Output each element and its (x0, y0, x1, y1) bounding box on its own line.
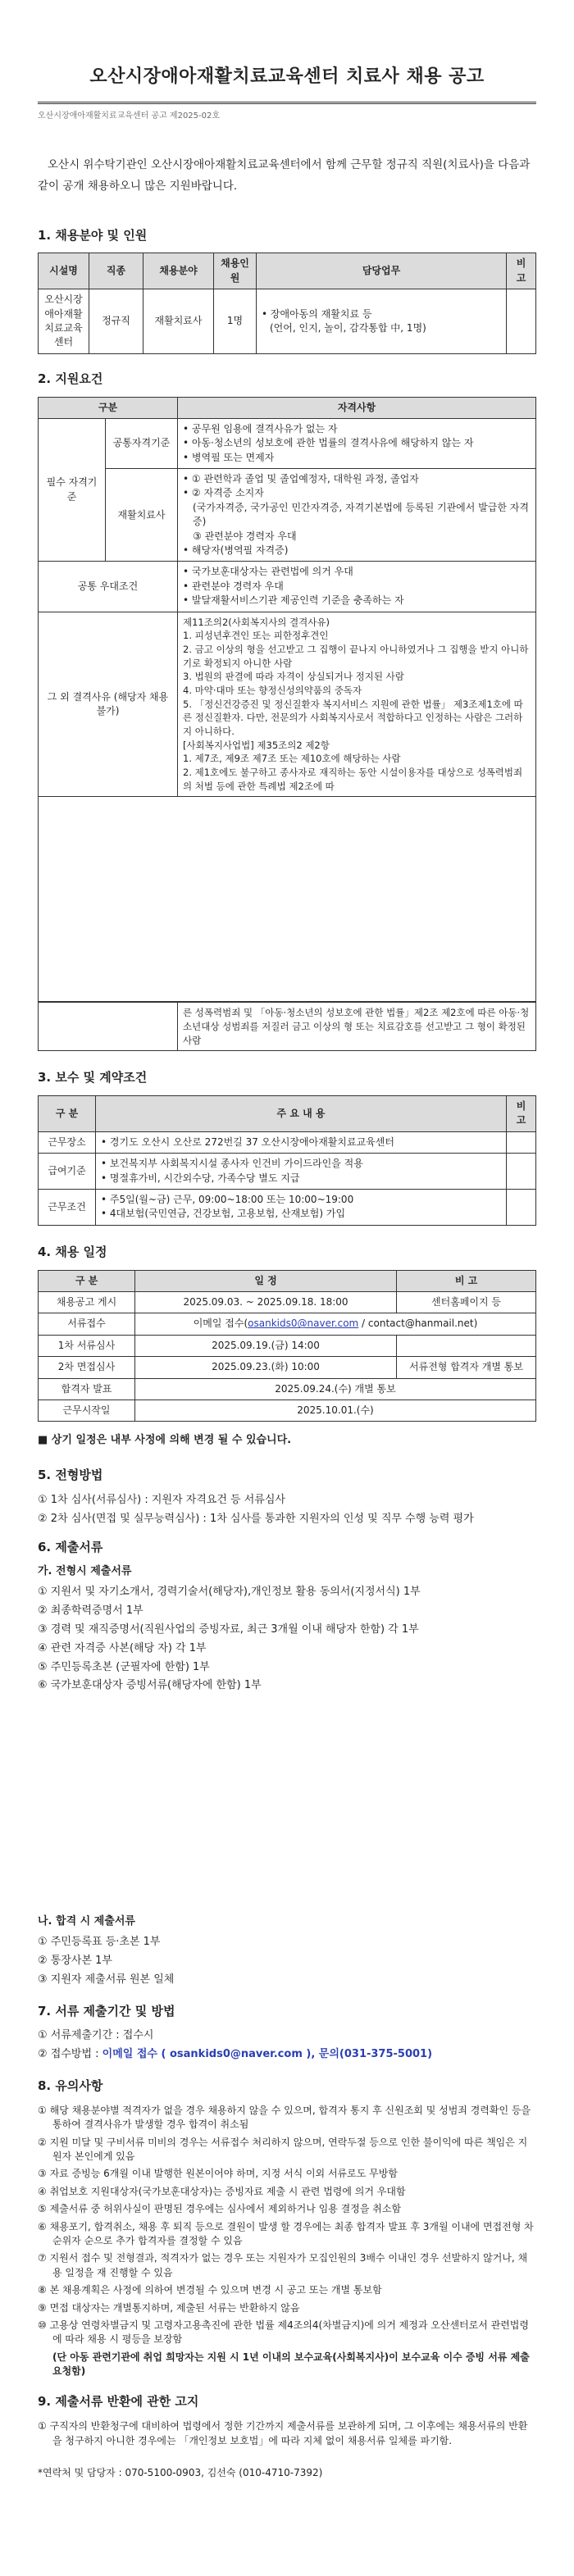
recruit-header: 시설명 (39, 253, 89, 289)
disq-item: 1. 피성년후견인 또는 피한정후견인 (183, 630, 329, 642)
page-break-space (38, 797, 536, 1002)
disq-item: 5. 「정신건강증진 및 정신질환자 복지서비스 지원에 관한 법률」 제3조제1호에 따른 정신질환자. 다만, 전문의가 사회복지사로서 적합하다고 인정하는 사람은 그러하지 아니하다. (183, 698, 523, 737)
selection-list (38, 1493, 536, 1527)
common-item: • 병역필 또는 면제자 (183, 451, 275, 463)
disq-item: 3. 법원의 판결에 따라 자격이 상실되거나 정지된 사람 (183, 671, 404, 683)
caution-item: ② 지원 미달 및 구비서류 미비의 경우는 서류접수 처리하지 않으며, 연락두절 등으로 인한 불이익에 따른 책임은 지원자 본인에게 있음 (38, 2136, 528, 2162)
disq-item: 1. 제7조, 제9조 제7조 또는 제10호에 해당하는 사람 (183, 753, 401, 765)
disq-item: 제11조의2(사회복지사의 결격사유) (183, 616, 330, 628)
doc-item: ① 지원서 및 자기소개서, 경력기술서(해당자),개인정보 활용 동의서(지정서식) 1부 (38, 1586, 421, 1599)
schedule-note: 서류전형 합격자 개별 통보 (397, 1357, 536, 1378)
schedule-header: 비 고 (397, 1270, 536, 1291)
req-header: 자격사항 (178, 397, 536, 418)
caution-item: ⑧ 본 채용계획은 사정에 의하여 변경될 수 있으며 변경 시 공고 또는 개별 통보함 (38, 2284, 382, 2296)
pref-item: • 발달재활서비스기관 제공인력 기준을 충족하는 자 (183, 594, 404, 607)
docs-sub-b: 나. 합격 시 제출서류 (38, 1915, 135, 1928)
doc-item: ③ 지원자 제출서류 원본 일체 (38, 1973, 175, 1986)
duty-line: (언어, 인지, 놀이, 감각통합 中, 1명) (270, 321, 426, 334)
doc-item: ⑤ 주민등록초본 (군필자에 한함) 1부 (38, 1660, 210, 1673)
schedule-table (38, 1270, 536, 1422)
recruit-table (38, 253, 536, 353)
schedule-label: 1차 서류심사 (39, 1335, 135, 1356)
caution-item: ⑦ 지원서 접수 및 전형결과, 적격자가 없는 경우 또는 지원자가 모집인원의 3배수 이내인 경우 선발하지 않거나, 채용 일정을 재 진행할 수 있음 (38, 2252, 528, 2278)
doc-item: ⑥ 국가보훈대상자 증빙서류(해당자에 한함) 1부 (38, 1679, 262, 1692)
pay-note (507, 1154, 536, 1190)
schedule-date: 2025.09.03. ~ 2025.09.18. 18:00 (135, 1291, 397, 1313)
disq-item: 2. 제1호에도 불구하고 종사자로 재직하는 동안 시설이용자를 대상으로 성폭력범죄의 처벌 등에 관한 특례법 제2조에 따 (183, 766, 523, 792)
schedule-label: 2차 면접심사 (39, 1357, 135, 1378)
caution-item: ⑩ 고용상 연령차별금지 및 고령자고용촉진에 관한 법률 제4조의4(차별금지)에 의거 제정과 오산센터로서 관련법령에 따라 채용 시 평등을 보장함 (38, 2319, 529, 2346)
pay-header: 구 분 (39, 1096, 96, 1132)
submit-item: ① 서류제출기간 : 접수시 (38, 2029, 154, 2042)
schedule-note (397, 1335, 536, 1356)
requirements-table-continued (38, 1002, 536, 1051)
count-cell: 1명 (214, 289, 257, 354)
group-label: 필수 자격기준 (39, 418, 106, 562)
continued-label-cell (39, 1003, 178, 1051)
intro-paragraph: 오산시 위수탁기관인 오산시장애아재활치료교육센터에서 함께 근무할 정규직 직원(치료사)을 다음과 같이 공개 채용하오니 많은 지원바랍니다. (38, 158, 531, 193)
notice-number: 오산시장애아재활치료교육센터 공고 제2025-02호 (38, 111, 221, 121)
recruit-header: 비고 (507, 253, 536, 289)
pref-item: • 관련분야 경력자 우대 (183, 580, 284, 592)
pay-item: • 보건복지부 사회복지시설 종사자 인건비 가이드라인을 적용 (101, 1158, 363, 1170)
page-break-space-2 (38, 1697, 536, 1906)
pay-item: • 명절휴가비, 시간외수당, 가족수당 별도 지급 (101, 1172, 300, 1184)
pref-label: 공통 우대조건 (39, 562, 178, 612)
pay-row-label: 급여기준 (39, 1154, 96, 1190)
return-notice (38, 2419, 536, 2448)
schedule-date: 2025.10.01.(수) (135, 1400, 536, 1421)
pay-header: 비고 (507, 1096, 536, 1132)
recruit-header: 채용인원 (214, 253, 257, 289)
common-item: • 공무원 임용에 결격사유가 없는 자 (183, 422, 338, 435)
submit-item: ② 접수방법 : 이메일 접수 ( osankids0@naver.com ), 문의(031-375-5001) (38, 2048, 433, 2061)
docs-sub-a: 가. 전형시 제출서류 (38, 1565, 132, 1578)
pay-note (507, 1190, 536, 1226)
pay-item: • 4대보험(국민연금, 건강보험, 고용보험, 산재보험) 가입 (101, 1208, 346, 1220)
caution-item: ① 해당 채용분야별 적격자가 없을 경우 채용하지 않을 수 있으며, 합격자 통지 후 신원조회 및 성범죄 경력확인 등을 통하여 결격사유가 발생할 경우 합격이 취소됨 (38, 2104, 531, 2131)
doc-item: ② 통장사본 1부 (38, 1954, 112, 1967)
section1-title: 1. 채용분야 및 인원 (38, 227, 148, 243)
disq-label: 그 외 결격사유 (해당자 채용불가) (39, 612, 178, 797)
recruit-header: 채용분야 (144, 253, 214, 289)
note-cell (507, 289, 536, 354)
disq-item: 4. 마약·대마 또는 향정신성의약품의 중독자 (183, 684, 362, 696)
disq-item: 2. 금고 이상의 형을 선고받고 그 집행이 끝나지 아니하였거나 그 집행을 받지 아니하기로 확정되지 아니한 사람 (183, 643, 529, 669)
pay-header: 주 요 내 용 (96, 1096, 507, 1132)
selection-item: ② 2차 심사(면접 및 실무능력심사) : 1차 심사를 통과한 지원자의 인성 및 직무 수행 능력 평가 (38, 1512, 474, 1525)
pay-row-items (96, 1154, 507, 1190)
section4-title: 4. 채용 일정 (38, 1244, 107, 1259)
pay-item: • 경기도 오산시 오산로 272번길 37 오산시장애아재활치료교육센터 (101, 1136, 394, 1148)
page-title: 오산시장애아재활치료교육센터 치료사 채용 공고 (89, 66, 485, 87)
field-cell: 재활치료사 (144, 289, 214, 354)
selection-item: ① 1차 심사(서류심사) : 지원자 자격요건 등 서류심사 (38, 1493, 285, 1506)
caution-item: ③ 자료 증빙능 6개월 이내 발행한 원본이어야 하며, 지정 서식 이외 서류로도 무방함 (38, 2168, 398, 2180)
doc-item: ② 최종학력증명서 1부 (38, 1604, 144, 1618)
pref-item: • 국가보훈대상자는 관련법에 의거 우대 (183, 566, 353, 578)
pay-row-items (96, 1131, 507, 1153)
pay-row-label: 근무조건 (39, 1190, 96, 1226)
schedule-note: 센터홈페이지 등 (397, 1291, 536, 1313)
pay-table (38, 1095, 536, 1226)
section2-title: 2. 지원요건 (38, 371, 103, 386)
pay-item: • 주5일(월~금) 근무, 09:00~18:00 또는 10:00~19:00 (101, 1194, 354, 1206)
doc-item: ① 주민등록표 등·초본 1부 (38, 1936, 161, 1949)
disq-continued: 른 성폭력범죄 및 「아동·청소년의 성보호에 관한 법률」제2조 제2호에 따른 아동·청소년대상 성범죄를 저질러 금고 이상의 형 또는 치료감호를 선고받고 그 형이 확정된 사람 (178, 1003, 536, 1051)
schedule-label: 근무시작일 (39, 1400, 135, 1421)
pay-row-label: 근무장소 (39, 1131, 96, 1153)
pref-items (178, 562, 536, 612)
pay-note (507, 1131, 536, 1153)
schedule-label: 합격자 발표 (39, 1378, 135, 1400)
docs-list-a (38, 1585, 536, 1694)
title-divider (38, 102, 536, 104)
facility-cell: 오산시장애아재활치료교육센터 (39, 289, 89, 354)
rehab-items (178, 469, 536, 562)
section5-title: 5. 전형방법 (38, 1468, 103, 1483)
schedule-notice: ■ 상기 일정은 내부 사정에 의해 변경 될 수 있습니다. (38, 1434, 292, 1447)
recruit-header: 담당업무 (257, 253, 507, 289)
submit-email-link[interactable]: 이메일 접수 ( osankids0@naver.com ), 문의(031-375-5001) (102, 2048, 433, 2061)
caution-highlight: (단 아동 관련기관에 취업 희망자는 지원 시 1년 이내의 보수교육(사회복지사)이 보수교육 이수 증빙 서류 제출 요청함) (52, 2351, 530, 2378)
common-label: 공통자격기준 (106, 418, 178, 468)
section6-title: 6. 제출서류 (38, 1539, 103, 1554)
rehab-item: • ② 자격증 소지자 (183, 487, 264, 499)
caution-item: ④ 취업보호 지원대상자(국가보훈대상자)는 증빙자료 제출 시 관련 법령에 의거 우대함 (38, 2185, 406, 2197)
rehab-item: ③ 관련분야 경력자 우대 (193, 530, 297, 542)
req-header: 구분 (39, 397, 178, 418)
requirements-table (38, 397, 536, 798)
pay-row-items (96, 1190, 507, 1226)
schedule-header: 구 분 (39, 1270, 135, 1291)
section3-title: 3. 보수 및 계약조건 (38, 1070, 148, 1085)
contact-info: *연락처 및 담당자 : 070-5100-0903, 김선숙 (010-4710-7392) (38, 2466, 323, 2478)
rehab-item: • 해당자(병역필 자격증) (183, 544, 289, 557)
submit-list (38, 2028, 536, 2063)
section7-title: 7. 서류 제출기간 및 방법 (38, 2003, 175, 2018)
caution-list (38, 2104, 536, 2379)
section9-title: 9. 제출서류 반환에 관한 고지 (38, 2394, 199, 2410)
disq-item: [사회복지사업법] 제35조의2 제2항 (183, 739, 330, 751)
schedule-date: 2025.09.24.(수) 개별 통보 (135, 1378, 536, 1400)
doc-item: ③ 경력 및 재직증명서(직원사업의 증빙자료, 최근 3개월 이내 해당자 한함) 각 1부 (38, 1623, 419, 1636)
disq-items (178, 612, 536, 797)
caution-item: ⑨ 면접 대상자는 개별통지하며, 제출된 서류는 반환하지 않음 (38, 2301, 300, 2314)
return-item: ① 구직자의 반환청구에 대비하여 법령에서 정한 기간까지 제출서류를 보관하게 되며, 그 이후에는 채용서류의 반환을 청구하지 아니한 경우에는 「개인정보 보호법」에 따라 지체 없이 채용서류 일체를 파기함. (38, 2420, 528, 2446)
schedule-label: 채용공고 게시 (39, 1291, 135, 1313)
schedule-date: 2025.09.19.(금) 14:00 (135, 1335, 397, 1356)
duty-cell (257, 289, 507, 354)
rehab-label: 재활치료사 (106, 469, 178, 562)
schedule-header: 일 정 (135, 1270, 397, 1291)
schedule-label: 서류접수 (39, 1313, 135, 1335)
rehab-item: (국가자격증, 국가공인 민간자격증, 자격기본법에 등록된 기관에서 발급한 자격증) (193, 501, 529, 528)
common-items (178, 418, 536, 468)
caution-item: ⑤ 제출서류 중 허위사실이 판명된 경우에는 심사에서 제외하거나 임용 결정을 취소함 (38, 2203, 402, 2215)
type-cell: 정규직 (89, 289, 144, 354)
duty-line: • 장애아동의 재활치료 등 (262, 307, 372, 320)
section8-title: 8. 유의사항 (38, 2078, 103, 2094)
doc-item: ④ 관련 자격증 사본(해당 자) 각 1부 (38, 1641, 207, 1654)
recruit-header: 직종 (89, 253, 144, 289)
schedule-date: 2025.09.23.(화) 10:00 (135, 1357, 397, 1378)
email-link[interactable]: osankids0@naver.com (248, 1318, 359, 1330)
common-item: • 아동·청소년의 성보호에 관한 법률의 결격사유에 해당하지 않는 자 (183, 437, 474, 449)
rehab-item: • ① 관련학과 졸업 및 졸업예정자, 대학원 과정, 졸업자 (183, 473, 419, 485)
docs-list-b (38, 1935, 536, 1988)
caution-item: ⑥ 채용포기, 합격취소, 채용 후 퇴직 등으로 결원이 발생 할 경우에는 최종 합격자 발표 후 3개월 이내에 면접전형 차 순위자 순으로 추가 합격자를 결정할 수 있음 (38, 2220, 534, 2246)
schedule-date: 이메일 접수(osankids0@naver.com / contact@hanmail.net) (135, 1313, 536, 1335)
